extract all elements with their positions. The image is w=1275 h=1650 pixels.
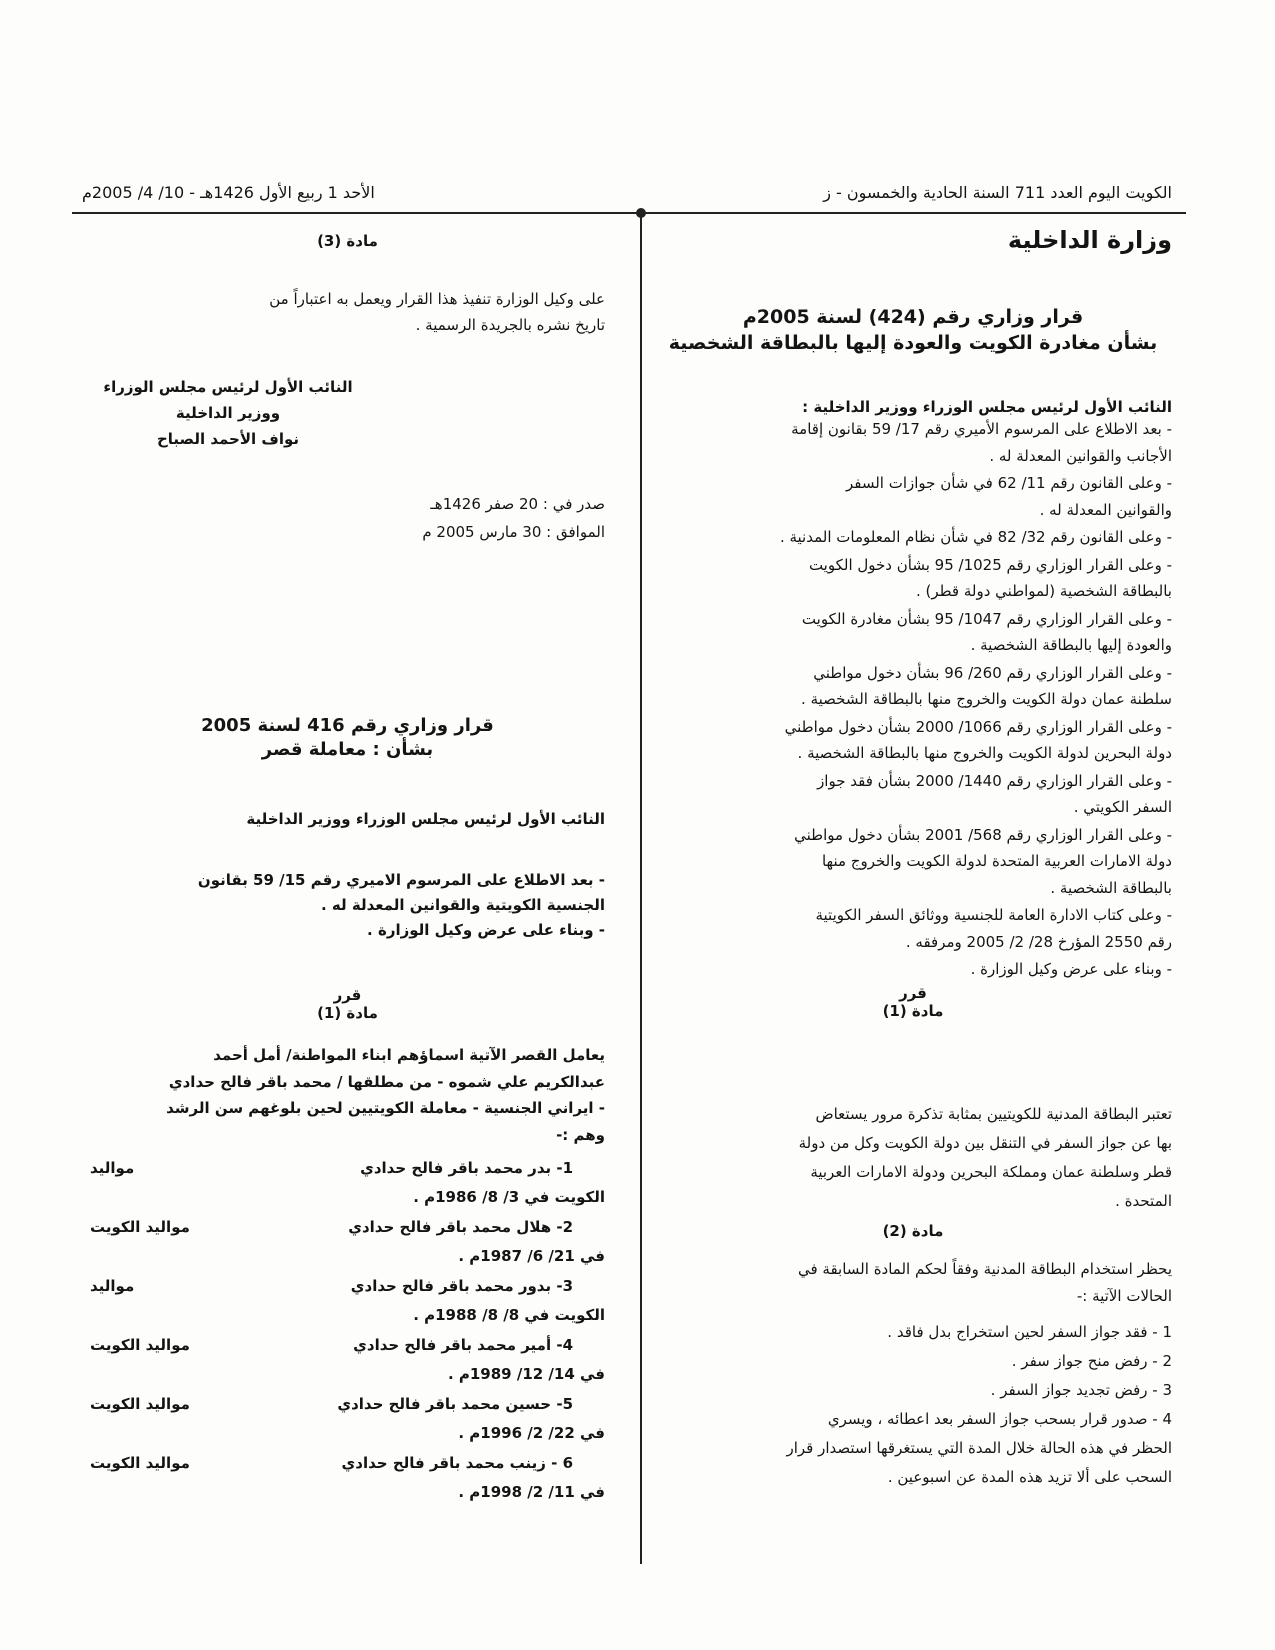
decree-424-title [654, 304, 1172, 356]
decree-424-article-1-text [654, 1100, 1172, 1216]
child-birthplace: مواليد الكويت [90, 1218, 190, 1236]
child-entry [90, 1331, 605, 1390]
preamble-line: - وعلى القانون رقم 11/ 62 في شأن جوازات السفر [845, 474, 1172, 492]
child-name: 4- أمير محمد باقر فالح حدادي [353, 1336, 573, 1354]
decree-424-article-1-head: مادة (1) [882, 1001, 944, 1020]
child-entry [90, 1390, 605, 1449]
decree-424-article-3-text [90, 286, 605, 338]
right-column [654, 226, 1172, 254]
child-name-row [90, 1272, 605, 1301]
article-line: يعامل القصر الآتية اسماؤهم ابناء المواطنة/ أمل أحمد [213, 1046, 605, 1064]
children-list [90, 1154, 605, 1508]
article-2-item [654, 1318, 1172, 1347]
article-item-line: 3 - رفض تجديد جواز السفر . [990, 1381, 1172, 1399]
preamble-line: - وعلى القرار الوزاري رقم 1066/ 2000 بشأن دخول مواطني [784, 717, 1172, 736]
preamble-line: رقم 2550 المؤرخ 28/ 2/ 2005 ومرفقه . [905, 932, 1172, 951]
article-2-item [654, 1347, 1172, 1376]
article-line: قطر وسلطنة عمان ومملكة البحرين ودولة الامارات العربية [810, 1163, 1172, 1181]
signature-name: نواف الأحمد الصباح [156, 430, 299, 448]
article-line: وهم :- [556, 1125, 605, 1144]
article-line: - ايراني الجنسية - معاملة الكويتيين لحين بلوغهم سن الرشد [166, 1099, 605, 1117]
preamble-clause [654, 822, 1172, 902]
preamble-line: الجنسية الكويتية والقوانين المعدلة له . [321, 896, 605, 914]
decree-416-decided-block [90, 986, 605, 1022]
child-entry [90, 1449, 605, 1508]
child-birth-date: في 21/ 6/ 1987م . [458, 1247, 605, 1265]
decree-416-preamble-text [90, 868, 605, 943]
signature-block [88, 374, 368, 452]
decree-424-article-1 [654, 1100, 1172, 1240]
preamble-line: الأجانب والقوانين المعدلة له . [989, 446, 1172, 465]
preamble-clause [654, 524, 1172, 551]
child-entry [90, 1154, 605, 1213]
article-item-line: الحظر في هذه الحالة خلال المدة التي يستغرقها استصدار قرار [786, 1439, 1172, 1457]
child-birth-date: في 22/ 2/ 1996م . [458, 1424, 605, 1442]
preamble-line: - وعلى القرار الوزاري رقم 260/ 96 بشأن دخول مواطني [813, 663, 1172, 682]
article-line: عبدالكريم علي شموه - من مطلقها / محمد باقر فالح حدادي [168, 1072, 605, 1091]
preamble-line: - وعلى القرار الوزاري رقم 1025/ 95 بشأن دخول الكويت [808, 555, 1172, 574]
child-name: 6 - زينب محمد باقر فالح حدادي [341, 1454, 573, 1472]
preamble-line: - وعلى القرار الوزاري رقم 1440/ 2000 بشأن فقد جواز [817, 771, 1172, 790]
child-birth-date: في 14/ 12/ 1989م . [447, 1365, 605, 1383]
corresponding-date: الموافق : 30 مارس 2005 م [422, 523, 605, 541]
child-birthplace: مواليد الكويت [90, 1454, 190, 1472]
header-date: الأحد 1 ربيع الأول 1426هـ - 10/ 4/ 2005م [82, 183, 375, 202]
signature-line-2: ووزير الداخلية [175, 404, 281, 422]
preamble-clause [654, 552, 1172, 605]
preamble-line: دولة الامارات العربية المتحدة لدولة الكويت والخروج منها [821, 852, 1172, 870]
decree-416-title-line-1: قرار وزاري رقم 416 لسنة 2005 [201, 715, 494, 736]
preamble-line: - وبناء على عرض وكيل الوزارة . [367, 921, 605, 939]
child-name-row [90, 1449, 605, 1478]
child-birth-date: الكويت في 3/ 8/ 1986م . [413, 1188, 605, 1206]
decree-416-article-1 [90, 1042, 605, 1148]
child-entry [90, 1213, 605, 1272]
decree-416-article-1-text [90, 1042, 605, 1148]
decree-424-article-3-body [90, 286, 605, 338]
preamble-clause [654, 902, 1172, 955]
child-birthplace: مواليد الكويت [90, 1395, 190, 1413]
preamble-line: - وعلى كتاب الادارة العامة للجنسية ووثائق السفر الكويتية [815, 906, 1172, 924]
article-line: تاريخ نشره بالجريدة الرسمية . [415, 316, 605, 334]
decree-424-article-3 [90, 232, 605, 250]
child-name-row [90, 1390, 605, 1419]
article-item-line: 1 - فقد جواز السفر لحين استخراج بدل فاقد . [887, 1323, 1172, 1341]
decree-416-title [90, 714, 605, 762]
child-name-row [90, 1213, 605, 1242]
preamble-clause [654, 660, 1172, 713]
decree-416-title-line-2: بشأن : معاملة قصر [261, 739, 434, 760]
decree-416-preamble [90, 868, 605, 943]
child-name: 2- هلال محمد باقر فالح حدادي [348, 1218, 573, 1236]
preamble-line: - وعلى القانون رقم 32/ 82 في شأن نظام المعلومات المدنية . [779, 528, 1172, 546]
preamble-clause [654, 714, 1172, 767]
decree-424-title-line-1: قرار وزاري رقم (424) لسنة 2005م [742, 306, 1084, 328]
decree-424-article-2-items [654, 1318, 1172, 1492]
preamble-line: والعودة إليها بالبطاقة الشخصية . [970, 636, 1172, 654]
issued-date: صدر في : 20 صفر 1426هـ [430, 495, 605, 513]
decree-416-decided: قرر [333, 986, 362, 1004]
preamble-line: بالبطاقة الشخصية (لمواطني دولة قطر) . [915, 582, 1172, 600]
preamble-clause [654, 956, 1172, 983]
child-name: 5- حسين محمد باقر فالح حدادي [337, 1395, 573, 1413]
article-line: تعتبر البطاقة المدنية للكويتيين بمثابة تذكرة مرور يستعاض [815, 1105, 1172, 1123]
article-item-line: السحب على ألا تزيد هذه المدة عن اسبوعين . [887, 1468, 1172, 1486]
preamble-line: - وعلى القرار الوزاري رقم 568/ 2001 بشأن دخول مواطني [794, 825, 1172, 844]
child-birth-date: في 11/ 2/ 1998م . [458, 1483, 605, 1501]
preamble-line: - وبناء على عرض وكيل الوزارة . [970, 960, 1172, 978]
decree-424-decided: قرر [899, 983, 927, 1002]
article-line: بها عن جواز السفر في التنقل بين دولة الكويت وكل من دولة [798, 1134, 1172, 1152]
preamble-clause [654, 768, 1172, 821]
decree-424-article-2 [654, 1256, 1172, 1492]
article-item-line: 4 - صدور قرار بسحب جواز السفر بعد اعطائه ، ويسري [827, 1410, 1172, 1428]
decree-424-preamble [654, 416, 1172, 983]
issue-dates [90, 490, 605, 546]
article-2-item [654, 1405, 1172, 1492]
article-line: على وكيل الوزارة تنفيذ هذا القرار ويعمل به اعتباراً من [269, 290, 605, 308]
header-rule [72, 212, 1186, 214]
child-name-row [90, 1331, 605, 1360]
article-line: يحظر استخدام البطاقة المدنية وفقاً لحكم المادة السابقة في [797, 1260, 1172, 1278]
child-birthplace: مواليد الكويت [90, 1336, 190, 1354]
header-issue-info: الكويت اليوم العدد 711 السنة الحادية والخمسون - ز [823, 183, 1172, 202]
preamble-line: والقوانين المعدلة له . [1039, 500, 1172, 519]
child-name: 3- بدور محمد باقر فالح حدادي [350, 1277, 573, 1295]
child-name: 1- بدر محمد باقر فالح حدادي [360, 1159, 573, 1177]
decree-424-article-2-head: مادة (2) [882, 1222, 944, 1240]
article-line: الحالات الآتية :- [1076, 1287, 1172, 1305]
child-entry [90, 1272, 605, 1331]
preamble-clause [654, 470, 1172, 523]
decree-424-title-line-2: بشأن مغادرة الكويت والعودة إليها بالبطاقة الشخصية [668, 332, 1158, 354]
child-birth-date: الكويت في 8/ 8/ 1988م . [413, 1306, 605, 1324]
preamble-line: بالبطاقة الشخصية . [1050, 878, 1172, 897]
preamble-clause [654, 606, 1172, 659]
ministry-heading: وزارة الداخلية [1007, 226, 1172, 254]
decree-424-issuer: النائب الأول لرئيس مجلس الوزراء ووزير الداخلية : [802, 398, 1172, 416]
preamble-line: سلطنة عمان دولة الكويت والخروج منها بالبطاقة الشخصية . [801, 690, 1172, 708]
article-item-line: 2 - رفض منح جواز سفر . [1011, 1352, 1172, 1370]
preamble-line: - بعد الاطلاع على المرسوم الاميري رقم 15/ 59 بقانون [197, 871, 605, 889]
decree-424-article-3-head: مادة (3) [317, 232, 378, 250]
child-name-row [90, 1154, 605, 1183]
article-2-item [654, 1376, 1172, 1405]
column-divider [640, 216, 642, 1564]
children-entries [90, 1154, 605, 1508]
decree-424-body [654, 398, 1172, 1020]
preamble-line: - وعلى القرار الوزاري رقم 1047/ 95 بشأن مغادرة الكويت [801, 609, 1172, 628]
preamble-line: دولة البحرين لدولة الكويت والخروج منها بالبطاقة الشخصية . [797, 744, 1172, 762]
decree-424-article-2-intro [654, 1256, 1172, 1310]
preamble-line: - بعد الاطلاع على المرسوم الأميري رقم 17/ 59 بقانون إقامة [791, 420, 1172, 438]
child-birthplace: مواليد [90, 1159, 135, 1177]
preamble-line: السفر الكويتي . [1073, 798, 1172, 816]
child-birthplace: مواليد [90, 1277, 135, 1295]
decree-416-article-1-head: مادة (1) [317, 1004, 378, 1022]
decree-416-issuer-text: النائب الأول لرئيس مجلس الوزراء ووزير الداخلية [246, 810, 605, 828]
article-line: المتحدة . [1115, 1192, 1172, 1210]
preamble-clause [654, 416, 1172, 469]
decree-416-issuer [90, 810, 605, 828]
signature-line-1: النائب الأول لرئيس مجلس الوزراء [103, 378, 353, 396]
